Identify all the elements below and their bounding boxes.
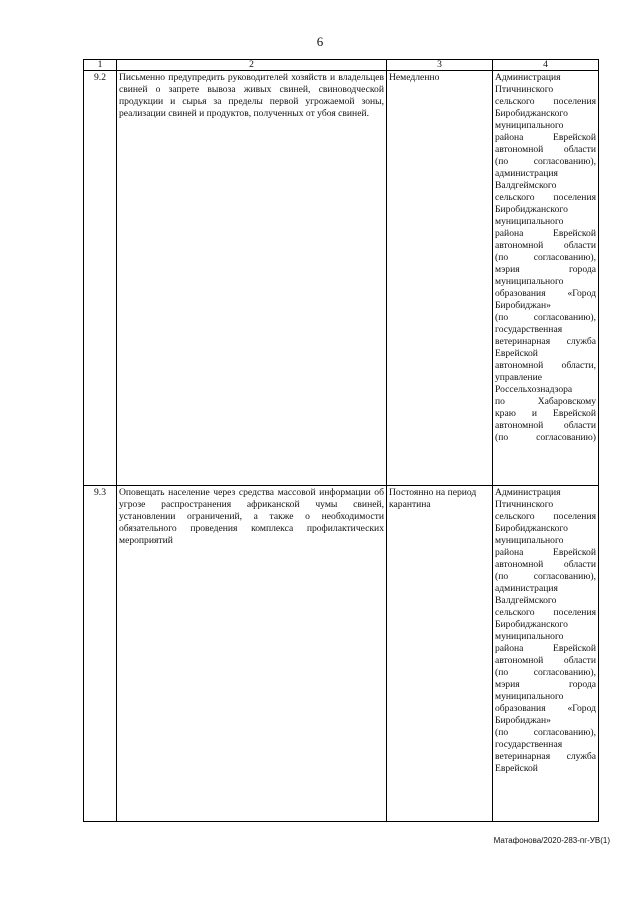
deadline-text: Постоянно на период карантина: [387, 486, 493, 822]
column-header: 2: [117, 60, 387, 71]
executor-line: муниципального: [495, 276, 564, 287]
executor-line: краю и Еврейской: [495, 408, 596, 419]
executor-line: государственная: [495, 739, 563, 750]
measures-table: [83, 59, 599, 822]
executor-line: администрация: [495, 583, 558, 594]
item-number: 9.3: [84, 486, 117, 822]
executor-line: (по согласованию),: [495, 252, 596, 263]
executor-line: по Хабаровскому: [495, 396, 596, 407]
executor-line: Еврейской: [495, 348, 538, 359]
executor-line: района Еврейской: [495, 132, 596, 143]
executor-line: района Еврейской: [495, 643, 596, 654]
executor-line: района Еврейской: [495, 547, 596, 558]
executor-line: ветеринарная служба: [495, 336, 596, 347]
executor-line: администрация: [495, 168, 558, 179]
executor-line: Валдгеймского: [495, 180, 557, 191]
executor-line: сельского поселения: [495, 607, 596, 618]
executor-line: муниципального: [495, 691, 564, 702]
executor-line: (по согласованию),: [495, 667, 596, 678]
executor-line: ветеринарная служба: [495, 751, 596, 762]
item-number: 9.2: [84, 71, 117, 486]
table-row: [84, 486, 599, 822]
executor-line: района Еврейской: [495, 228, 596, 239]
deadline-text: Немедленно: [387, 71, 493, 486]
executor-line: сельского поселения: [495, 96, 596, 107]
executor-line: Администрация: [495, 487, 561, 498]
executor-line: Биробиджан»: [495, 715, 551, 726]
executor-line: (по согласованию): [495, 432, 596, 443]
executor-line: Биробиджанского: [495, 523, 568, 534]
executor-line: управление: [495, 372, 542, 383]
executor-line: автономной области: [495, 559, 596, 570]
executors-cell: [493, 486, 599, 822]
executor-line: мэрия города: [495, 264, 596, 275]
executor-line: Биробиджанского: [495, 204, 568, 215]
executor-line: автономной области: [495, 144, 596, 155]
executors-cell: [493, 71, 599, 486]
executor-line: мэрия города: [495, 679, 596, 690]
table-header-row: [84, 60, 599, 71]
column-header: 3: [387, 60, 493, 71]
executor-line: (по согласованию),: [495, 571, 596, 582]
executor-line: Биробиджан»: [495, 300, 551, 311]
executor-line: автономной области: [495, 655, 596, 666]
action-text: Письменно предупредить руководителей хозяйств и владельцев свиней о запрете вывоза живых свиней, свиноводческой продукции и сырья за пределы первой угрожаемой зоны, реализации свиней и продуктов, полученных от убоя свиней.: [117, 71, 387, 486]
executor-line: Биробиджанского: [495, 108, 568, 119]
document-footer: Матафонова/2020-283-пг-УВ(1): [493, 836, 610, 845]
executor-line: образования «Город: [495, 703, 596, 714]
executor-line: сельского поселения: [495, 192, 596, 203]
executor-line: муниципального: [495, 120, 564, 131]
column-header: 1: [84, 60, 117, 71]
executor-line: (по согласованию),: [495, 156, 596, 167]
executor-line: муниципального: [495, 631, 564, 642]
executor-line: (по согласованию),: [495, 312, 596, 323]
page-number: 6: [316, 34, 324, 49]
executor-line: Птичнинского: [495, 84, 554, 95]
executor-line: образования «Город: [495, 288, 596, 299]
executor-line: Администрация: [495, 72, 561, 83]
executor-line: муниципального: [495, 535, 564, 546]
action-text: Оповещать население через средства массовой информации об угрозе распространения африканской чумы свиней, установлении ограничений, а также о необходимости обязательного проведения комплекса профилактических мероприятий: [117, 486, 387, 822]
executor-line: Россельхознадзора: [495, 384, 573, 395]
executor-line: (по согласованию),: [495, 727, 596, 738]
executor-line: автономной области,: [495, 360, 596, 371]
executor-line: автономной области: [495, 420, 596, 431]
executor-line: автономной области: [495, 240, 596, 251]
executor-line: Птичнинского: [495, 499, 554, 510]
executor-line: Валдгеймского: [495, 595, 557, 606]
executor-line: Биробиджанского: [495, 619, 568, 630]
executor-line: сельского поселения: [495, 511, 596, 522]
executor-line: муниципального: [495, 216, 564, 227]
executor-line: Еврейской: [495, 763, 538, 774]
executor-line: государственная: [495, 324, 563, 335]
table-row: [84, 71, 599, 486]
column-header: 4: [493, 60, 599, 71]
